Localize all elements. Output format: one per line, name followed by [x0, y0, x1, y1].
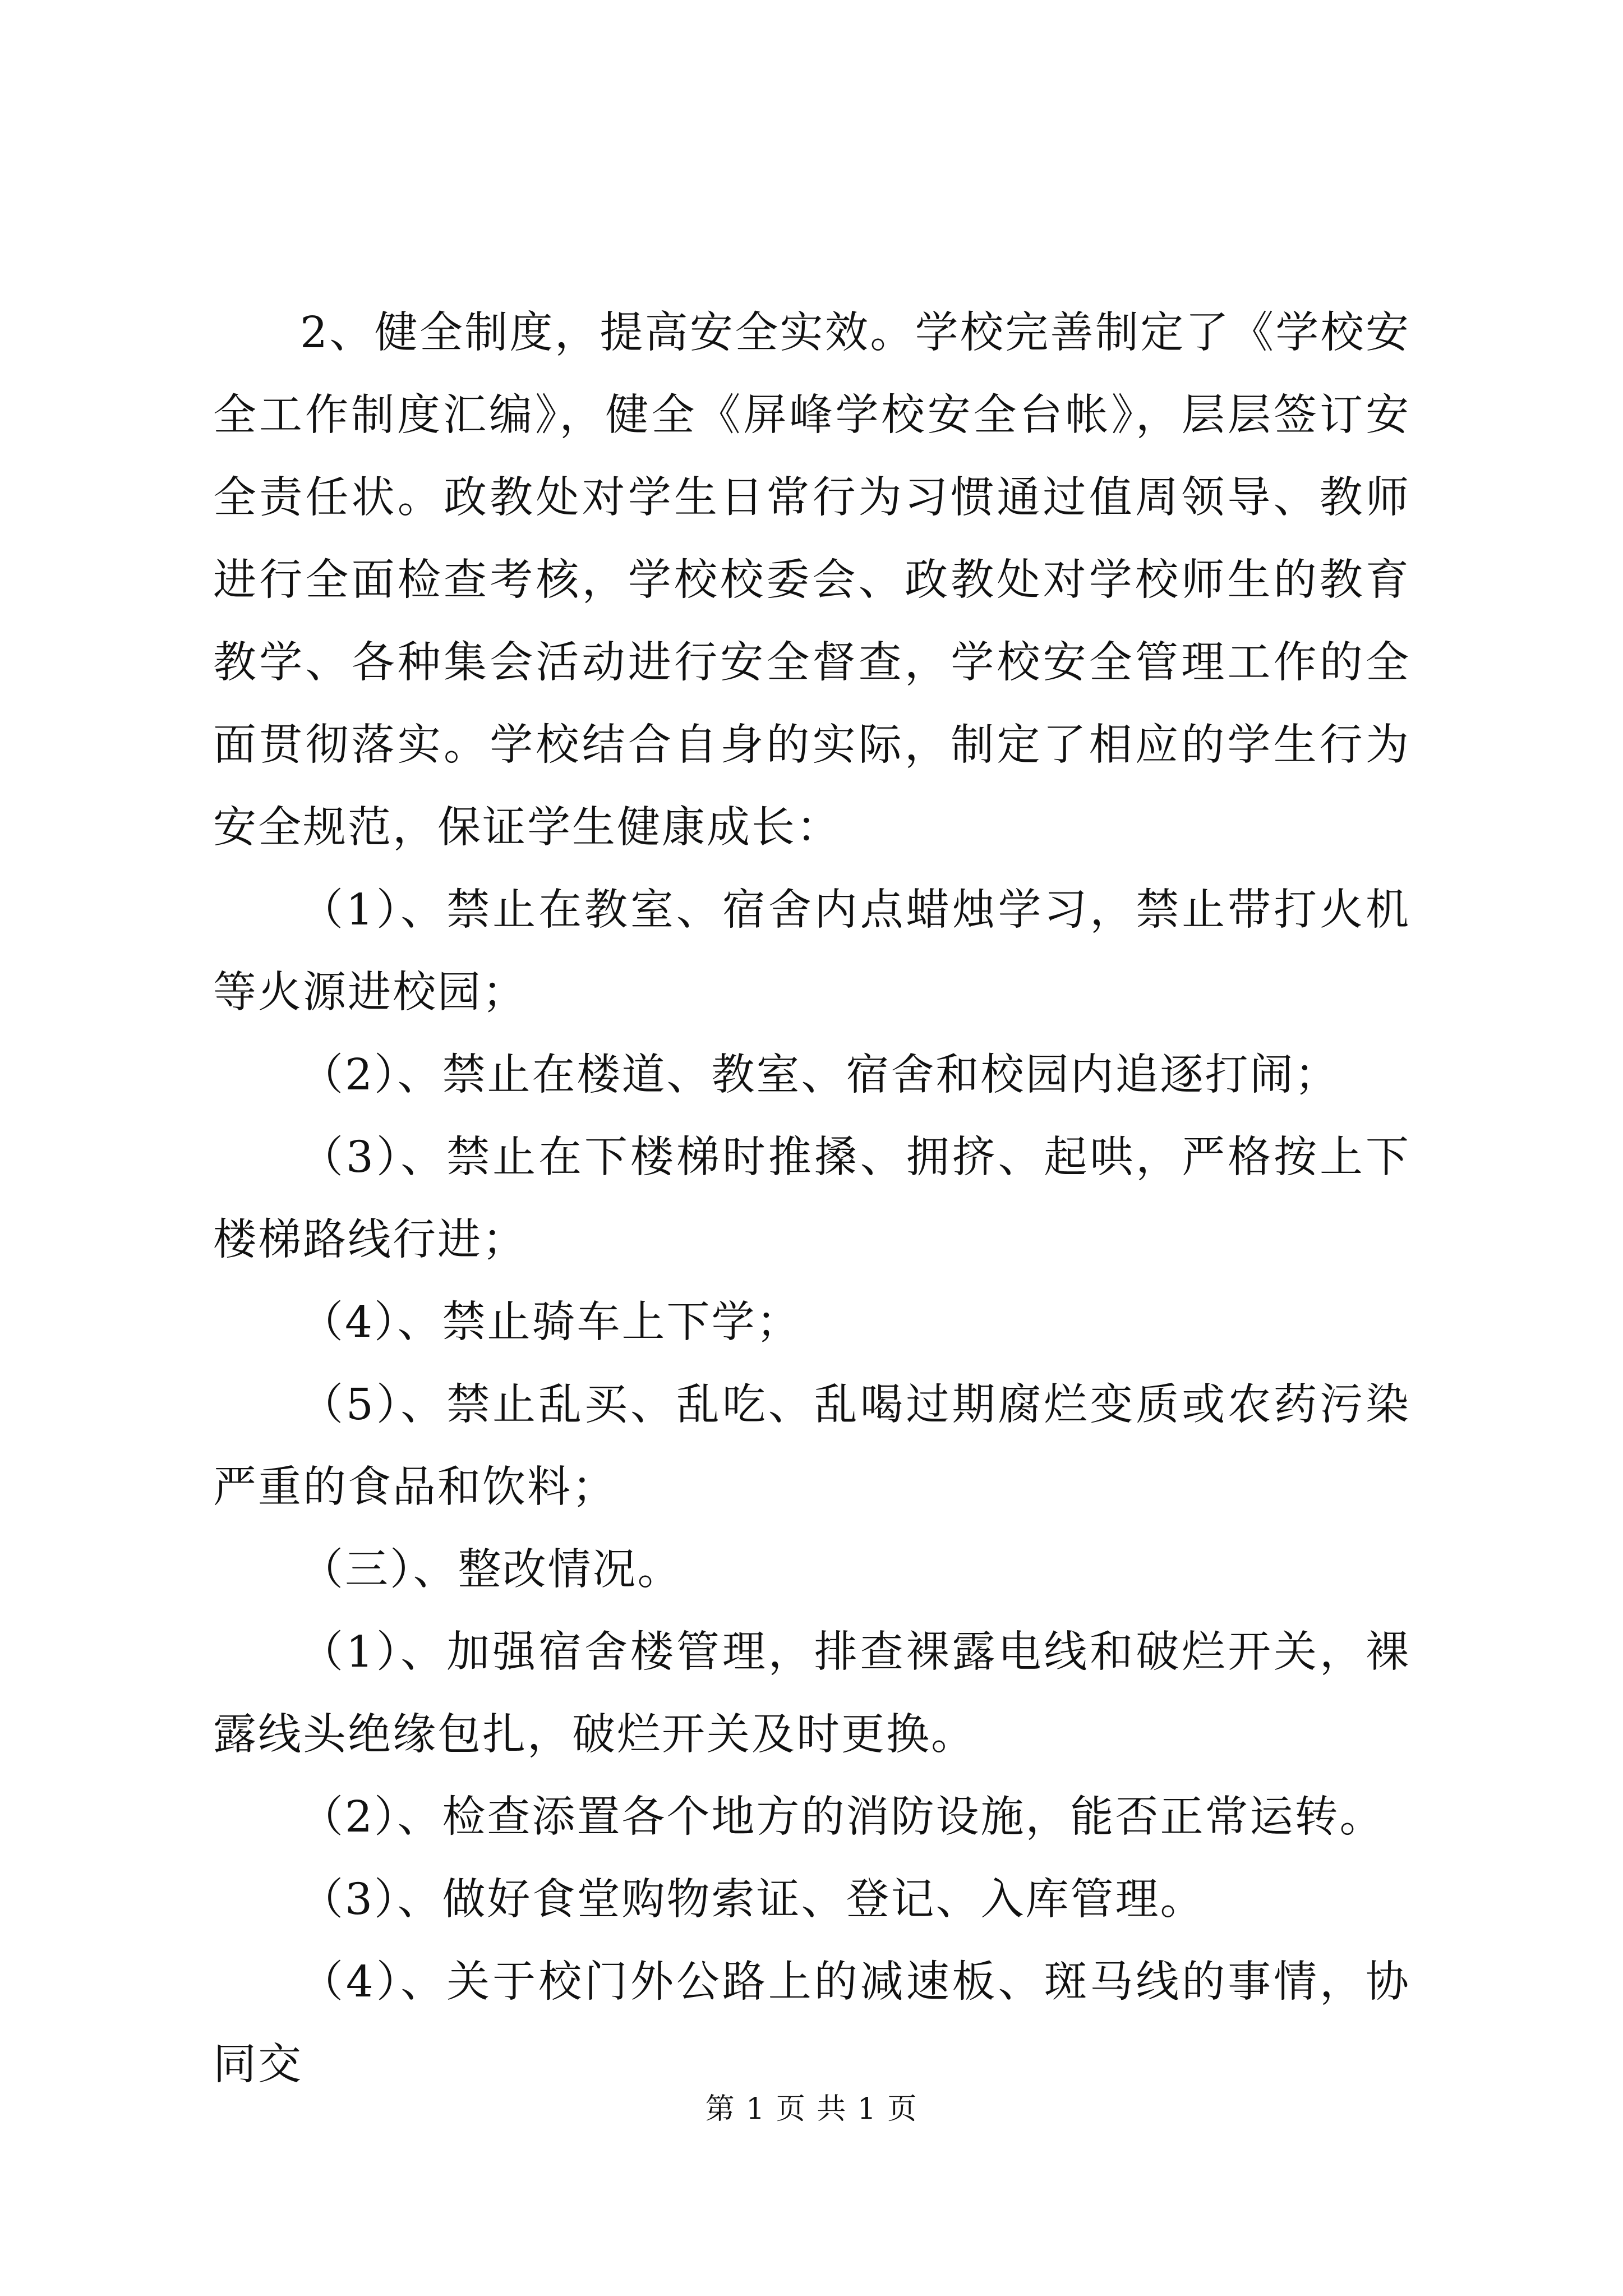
paragraph-rectification-3: （3）、做好食堂购物索证、登记、入库管理。: [300, 1875, 1205, 1925]
document-body: [213, 292, 1410, 2106]
paragraph-rectification-4: （4）、关于校门外公路上的减速板、斑马线的事情，协同交: [213, 1957, 1410, 2090]
paragraph-rule-5: （5）、禁止乱买、乱吃、乱喝过期腐烂变质或农药污染严重的食品和饮料；: [213, 1380, 1410, 1512]
paragraph-rectification-1: （1）、加强宿舍楼管理，排查裸露电线和破烂开关，裸露线头绝缘包扎，破烂开关及时更换。: [213, 1627, 1410, 1760]
paragraph-rule-3: （3）、禁止在下楼梯时推搡、拥挤、起哄，严格按上下楼梯路线行进；: [213, 1133, 1410, 1265]
page-footer: 第 1 页 共 1 页: [705, 2092, 918, 2126]
paragraph-rule-4: （4）、禁止骑车上下学；: [300, 1297, 801, 1347]
section-heading-rectification: （三）、整改情况。: [300, 1545, 683, 1595]
paragraph-rule-2: （2）、禁止在楼道、教室、宿舍和校园内追逐打闹；: [300, 1050, 1340, 1100]
paragraph-rectification-2: （2）、检查添置各个地方的消防设施，能否正常运转。: [300, 1792, 1385, 1842]
paragraph-rules-intro: 2、健全制度，提高安全实效。学校完善制定了《学校安全工作制度汇编》，健全《屏峰学校安全台帐》，层层签订安全责任状。政教处对学生日常行为习惯通过值周领导、教师进行全面检查考核，学校校委会、政教处对学校师生的教育教学、各种集会活动进行安全督查，学校安全管理工作的全面贯彻落实。学校结合自身的实际，制定了相应的学生行为安全规范，保证学生健康成长：: [213, 308, 1410, 853]
paragraph-rule-1: （1）、禁止在教室、宿舍内点蜡烛学习，禁止带打火机等火源进校园；: [213, 885, 1410, 1018]
